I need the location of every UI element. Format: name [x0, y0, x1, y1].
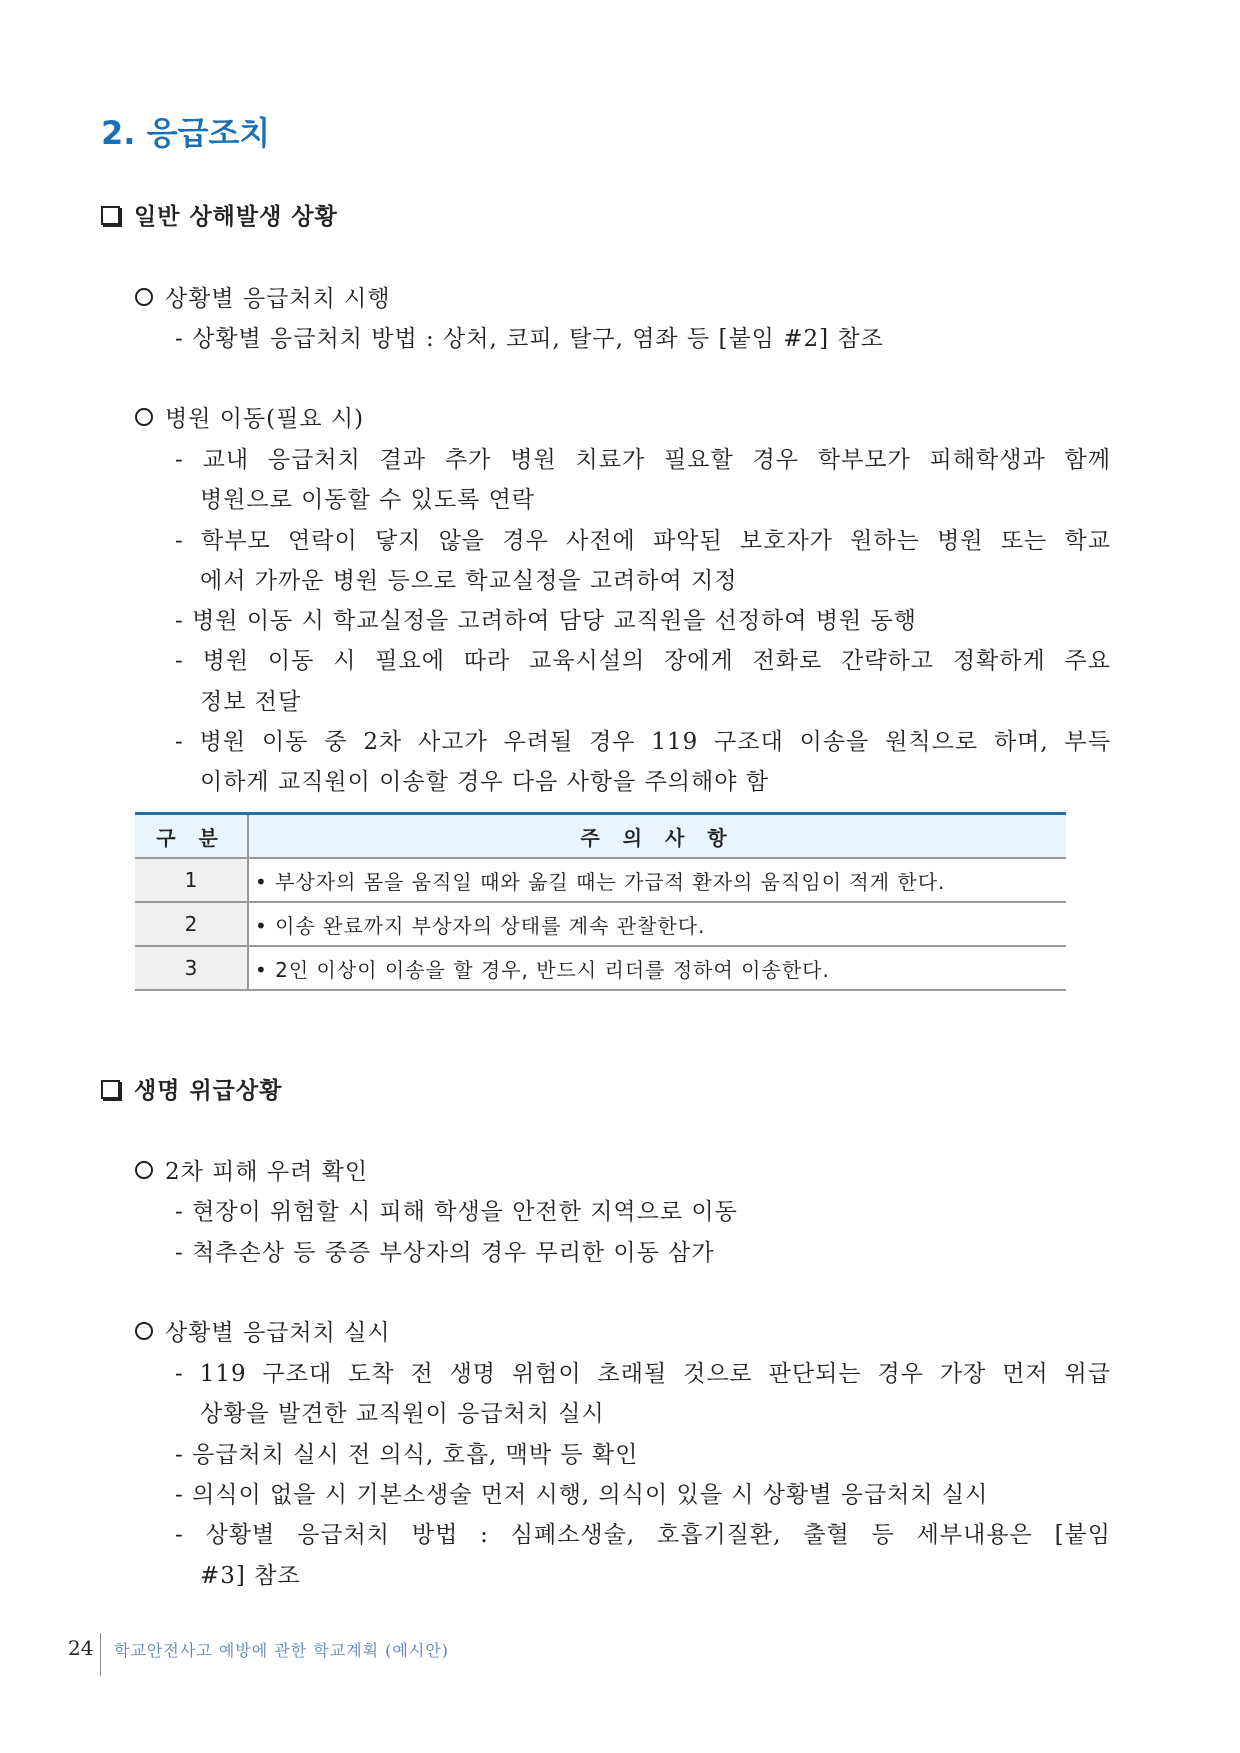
- sub-item: - 현장이 위험할 시 피해 학생을 안전한 지역으로 이동: [175, 1199, 738, 1225]
- table-header-row: 구 분 주 의 사 항: [135, 814, 1066, 859]
- sub-item-cont: 병원으로 이동할 수 있도록 연락: [200, 487, 536, 513]
- checkbox-square-icon: [101, 1080, 120, 1099]
- section-heading: 생명 위급상황: [101, 1077, 282, 1105]
- sub-item-cont: 상황을 발견한 교직원이 응급처치 실시: [200, 1401, 605, 1427]
- list-item: 상황별 응급처치 시행: [135, 285, 391, 313]
- sub-item-cont: 에서 가까운 병원 등으로 학교실정을 고려하여 지정: [200, 568, 738, 594]
- circle-bullet-icon: [135, 408, 153, 426]
- sub-item: - 병원 이동 시 필요에 따라 교육시설의 장에게 전화로 간략하고 정확하게 주요: [175, 648, 1111, 674]
- table-row: 3 • 2인 이상이 이송을 할 경우, 반드시 리더를 정하여 이송한다.: [135, 946, 1066, 990]
- caution-table: [135, 812, 1066, 991]
- footer-divider: [100, 1633, 101, 1676]
- page-title: 2. 응급조치: [101, 114, 271, 152]
- list-item: 2차 피해 우려 확인: [135, 1158, 368, 1186]
- footer-title: 학교안전사고 예방에 관한 학교계획 (예시안): [114, 1641, 450, 1660]
- sub-item: - 의식이 없을 시 기본소생술 먼저 시행, 의식이 있을 시 상황별 응급처치 실시: [175, 1482, 989, 1508]
- list-item: 병원 이동(필요 시): [135, 405, 364, 433]
- sub-item: - 병원 이동 중 2차 사고가 우려될 경우 119 구조대 이송을 원칙으로 하며, 부득: [175, 729, 1111, 755]
- sub-item-cont: #3] 참조: [200, 1563, 301, 1589]
- table-row: 1 • 부상자의 몸을 움직일 때와 옮길 때는 가급적 환자의 움직임이 적게 한다.: [135, 858, 1066, 902]
- table-row: 2 • 이송 완료까지 부상자의 상태를 계속 관찰한다.: [135, 902, 1066, 946]
- sub-item: - 척추손상 등 중증 부상자의 경우 무리한 이동 삼가: [175, 1240, 715, 1266]
- sub-item: - 119 구조대 도착 전 생명 위험이 초래될 것으로 판단되는 경우 가장 먼저 위급: [175, 1361, 1111, 1387]
- sub-item-cont: 정보 전달: [200, 689, 302, 715]
- sub-item: - 상황별 응급처치 방법 : 심폐소생술, 호흡기질환, 출혈 등 세부내용은 [붙임: [175, 1522, 1111, 1548]
- list-item: 상황별 응급처치 실시: [135, 1319, 391, 1347]
- circle-bullet-icon: [135, 288, 153, 306]
- sub-item: - 응급처치 실시 전 의식, 호흡, 맥박 등 확인: [175, 1442, 639, 1468]
- sub-item: - 병원 이동 시 학교실정을 고려하여 담당 교직원을 선정하여 병원 동행: [175, 608, 917, 634]
- sub-item: - 교내 응급처치 결과 추가 병원 치료가 필요할 경우 학부모가 피해학생과 함께: [175, 447, 1111, 473]
- circle-bullet-icon: [135, 1161, 153, 1179]
- page-number: 24: [68, 1636, 94, 1660]
- circle-bullet-icon: [135, 1322, 153, 1340]
- sub-item-cont: 이하게 교직원이 이송할 경우 다음 사항을 주의해야 함: [200, 769, 769, 795]
- sub-item: - 학부모 연락이 닿지 않을 경우 사전에 파악된 보호자가 원하는 병원 또는 학교: [175, 528, 1111, 554]
- checkbox-square-icon: [101, 206, 120, 225]
- sub-item: - 상황별 응급처치 방법 : 상처, 코피, 탈구, 염좌 등 [붙임 #2] 참조: [175, 326, 884, 352]
- section-heading: 일반 상해발생 상황: [101, 203, 338, 231]
